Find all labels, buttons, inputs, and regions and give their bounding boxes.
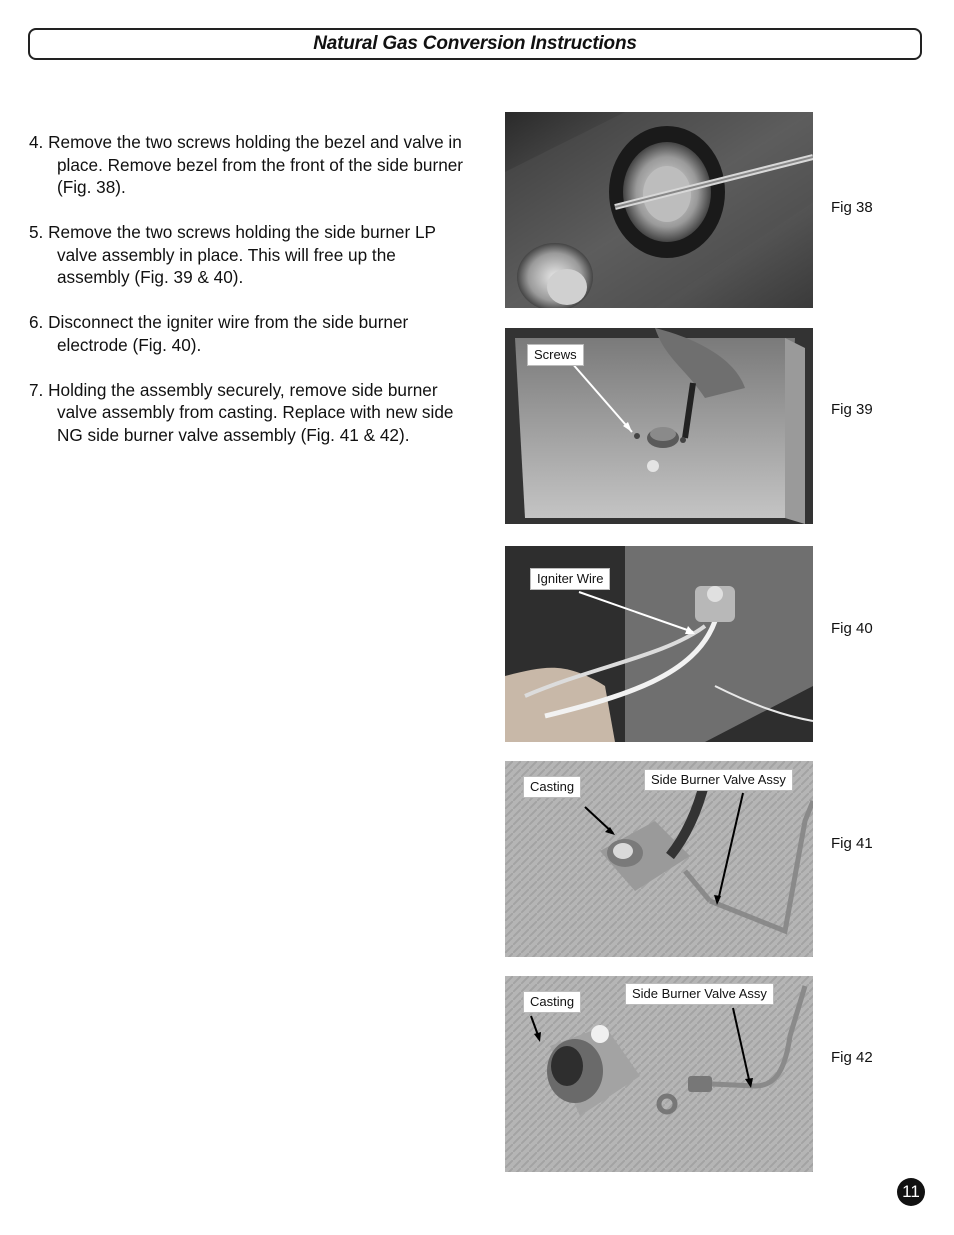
fig-40-photo (505, 546, 813, 742)
step-4: 4. Remove the two screws holding the bezel and valve in place. Remove bezel from the front of the side burner (Fig. 38). (29, 132, 464, 197)
bezel-photo-illustration (505, 112, 813, 308)
fig-41-callout-casting: Casting (523, 776, 581, 798)
fig-41-callout-valve-assy: Side Burner Valve Assy (644, 769, 793, 791)
fig-42-callout-valve-assy: Side Burner Valve Assy (625, 983, 774, 1005)
step-6: 6. Disconnect the igniter wire from the side burner electrode (Fig. 40). (29, 312, 409, 355)
fig-39-callout-screws: Screws (527, 344, 584, 366)
instruction-steps (29, 131, 469, 469)
step-7: 7. Holding the assembly securely, remove side burner valve assembly from casting. Replace with new side NG side burner valve assembly (Fig. 41 & 42). (29, 379, 454, 445)
fig-38-photo (505, 112, 813, 308)
step-5: 5. Remove the two screws holding the side burner LP valve assembly in place. This will free up the assembly (Fig. 39 & 40). (29, 222, 436, 287)
fig-42-label: Fig 42 (831, 1049, 873, 1066)
page-title: Natural Gas Conversion Instructions (313, 33, 637, 54)
fig-40-callout-igniter-wire: Igniter Wire (530, 568, 610, 590)
fig-40-label: Fig 40 (831, 620, 873, 637)
page-number: 11 (897, 1178, 925, 1206)
page-header (28, 28, 922, 60)
fig-39-label: Fig 39 (831, 401, 873, 418)
fig-42-photo (505, 976, 813, 1172)
fig-41-photo (505, 761, 813, 957)
fig-41-label: Fig 41 (831, 835, 873, 852)
fig-39-photo (505, 328, 813, 524)
fig-42-callout-casting: Casting (523, 991, 581, 1013)
fig-38-label: Fig 38 (831, 199, 873, 216)
